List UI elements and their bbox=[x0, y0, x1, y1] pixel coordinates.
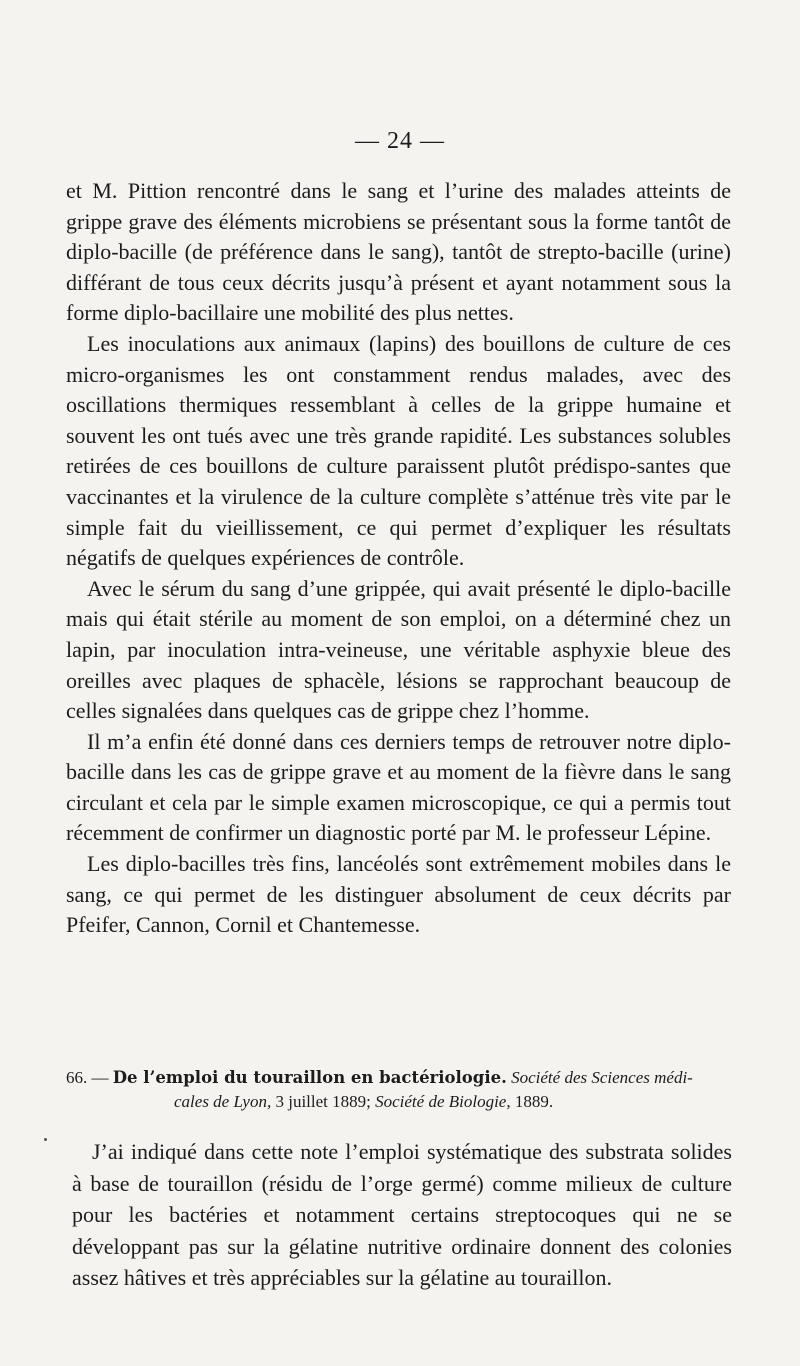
entry-source-2: Société de Biologie, bbox=[375, 1092, 511, 1111]
note-text bbox=[72, 1136, 732, 1294]
entry-source-1b: cales de Lyon, bbox=[174, 1092, 272, 1111]
paragraph-4: Il m’a enfin été donné dans ces derniers temps de retrouver notre diplo-bacille dans les cas de grippe grave et au moment de la fièvre dans le sang circulant et cela par le simple examen microscopique, ce qui a permis tout récemment de confirmer un diagnostic porté par M. le professeur Lépine. bbox=[66, 728, 731, 846]
paragraph-2: Les inoculations aux animaux (lapins) des bouillons de culture de ces micro-organismes les ont constamment rendus malades, avec des oscillations thermiques ressemblant à celles de la grippe humaine et souvent les ont tués avec une très grande rapidité. Les substances solubles retirées de ces bouillons de culture paraissent plutôt prédispo-santes que vaccinantes et la virulence de la culture complète s’atténue très vite par le simple fait du vieillissement, ce qui permet d’expliquer les résultats négatifs de quelques expériences de contrôle. bbox=[66, 330, 731, 571]
paragraph-1: et M. Pittion rencontré dans le sang et l’urine des malades atteints de grippe grave des éléments microbiens se présentant sous la forme tantôt de diplo-bacille (de préférence dans le sang), tantôt de strepto-bacille (urine) différant de tous ceux décrits jusqu’à présent et ayant notamment sous la forme diplo-bacillaire une mobilité des plus nettes. bbox=[66, 178, 731, 326]
paragraph-5: Les diplo-bacilles très fins, lancéolés sont extrêmement mobiles dans le sang, ce qui permet de les distinguer absolument de ceux décrits par Pfeifer, Cannon, Cornil et Chantemesse. bbox=[66, 851, 731, 938]
entry-source-1: Société des Sciences médi- bbox=[511, 1068, 693, 1087]
note-paragraph: J’ai indiqué dans cette note l’emploi systématique des substrata solides à base de touraillon (résidu de l’orge germé) comme milieux de culture pour les bactéries et notamment certains streptocoques qui ne se développant pas sur la gélatine nutritive ordinaire donnent des colonies assez hâtives et très appréciables sur la gélatine au touraillon. bbox=[72, 1139, 732, 1290]
body-text bbox=[66, 176, 731, 941]
entry-line-2 bbox=[66, 1090, 731, 1114]
entry-date-1: 3 juillet 1889; bbox=[275, 1092, 371, 1111]
entry-date-2: 1889. bbox=[514, 1092, 554, 1111]
paragraph-3: Avec le sérum du sang d’une grippée, qui avait présenté le diplo-bacille mais qui était stérile au moment de son emploi, on a déterminé chez un lapin, par inoculation intra-veineuse, une véritable asphyxie bleue des oreilles avec plaques de sphacèle, lésions se rapprochant beaucoup de celles signalées dans quelques cas de grippe chez l’homme. bbox=[66, 575, 731, 724]
entry-title: De l’emploi du touraillon en bactériologie. bbox=[112, 1068, 507, 1087]
entry-number: 66. — bbox=[66, 1068, 109, 1087]
page-number: — 24 — bbox=[355, 128, 445, 154]
entry-line-1 bbox=[66, 1066, 731, 1090]
print-speck bbox=[44, 1138, 47, 1141]
bibliography-entry bbox=[66, 1066, 731, 1114]
